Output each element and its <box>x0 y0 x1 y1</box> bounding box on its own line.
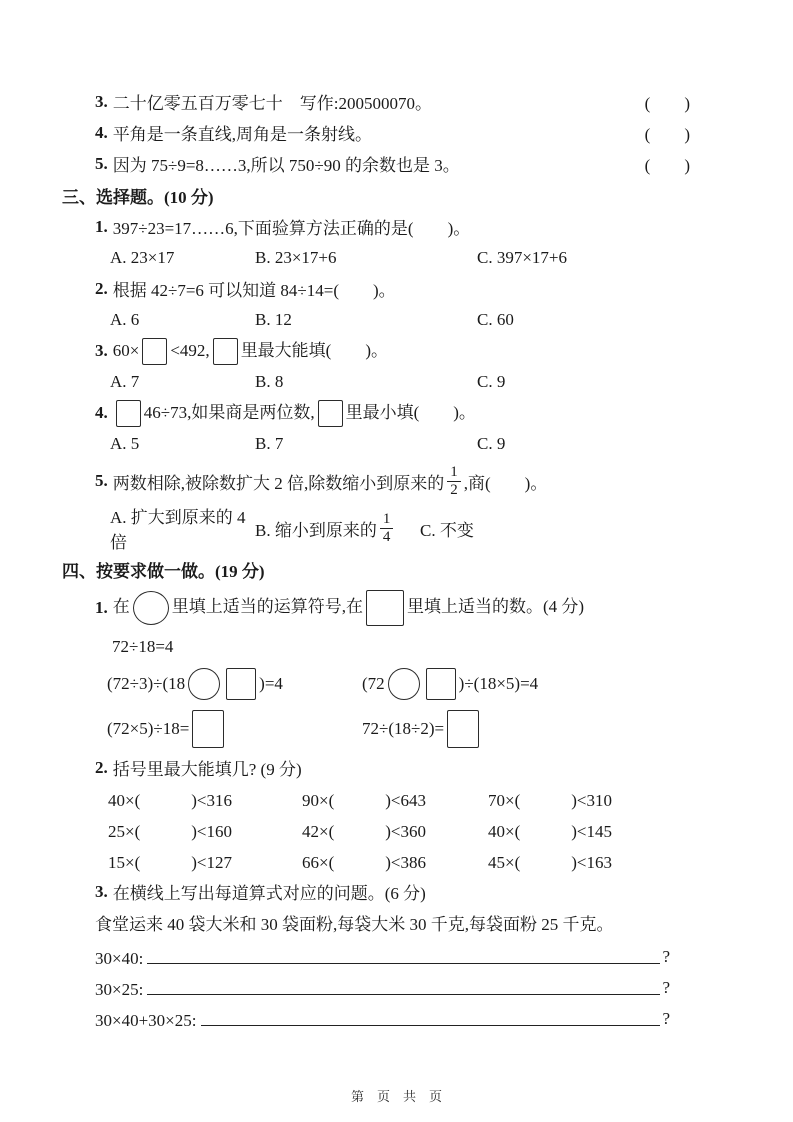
question-number: 5. <box>95 153 108 173</box>
option-c: C. 60 <box>477 309 514 329</box>
answer-bracket[interactable]: ( ) <box>644 125 690 144</box>
question-text: 397÷23=17……6,下面验算方法正确的是( )。 <box>112 219 471 238</box>
question-mark: ? <box>662 1009 670 1028</box>
choice-q2-stem <box>62 273 690 304</box>
inequality[interactable]: 15×( )<127 <box>108 853 232 872</box>
answer-box[interactable] <box>116 400 141 427</box>
section-title: 四、按要求做一做。(19 分) <box>62 561 265 581</box>
choice-q1-options <box>62 242 690 273</box>
fill-max-row-3 <box>62 845 690 876</box>
question-number: 5. <box>95 471 108 490</box>
equation: (72÷3)÷(18 )=4 <box>107 668 362 700</box>
write-question-row-3 <box>62 1000 690 1031</box>
answer-line[interactable] <box>147 962 660 964</box>
choice-q1-stem <box>62 211 690 242</box>
fill-max-row-1 <box>62 783 690 814</box>
equation: 72÷(18÷2)= <box>362 710 690 748</box>
option-a: A. 5 <box>110 433 140 453</box>
choice-q4-stem <box>62 397 690 428</box>
given-equation: 72÷18=4 <box>112 636 174 656</box>
answer-box[interactable] <box>226 668 256 700</box>
answer-box[interactable] <box>142 338 167 365</box>
answer-box[interactable] <box>426 668 456 700</box>
multiple-choice-section <box>62 179 690 553</box>
section-title: 三、选择题。(10 分) <box>62 187 214 207</box>
judge-statement: 因为 75÷9=8……3,所以 750÷90 的余数也是 3。 <box>112 156 460 175</box>
question-number: 3. <box>95 91 108 111</box>
true-false-section <box>62 86 690 179</box>
question-number: 4. <box>95 122 108 142</box>
do-as-required-section <box>62 553 690 1031</box>
equation-row-2 <box>62 706 690 752</box>
choice-q4-options <box>62 428 690 459</box>
question-number: 2. <box>95 278 108 298</box>
option-b: B. 23×17+6 <box>255 247 337 267</box>
question-text: 根据 42÷7=6 可以知道 84÷14=( )。 <box>112 281 396 300</box>
choice-q5-options <box>62 503 690 553</box>
judge-statement: 二十亿零五百万零七十 写作:200500070。 <box>112 94 432 113</box>
s4-q3-stem <box>62 876 690 907</box>
question-number: 2. <box>95 757 108 777</box>
worksheet-page <box>62 86 690 1031</box>
operator-circle[interactable] <box>133 591 169 625</box>
option-b: B. 12 <box>255 309 292 329</box>
judge-statement: 平角是一条直线,周角是一条射线。 <box>112 125 372 144</box>
question-mark: ? <box>662 947 670 966</box>
s4-q1-stem <box>62 585 690 631</box>
choice-q3-options <box>62 366 690 397</box>
option-c: C. 9 <box>477 433 506 453</box>
choice-q2-options <box>62 304 690 335</box>
equation: (72×5)÷18= <box>107 710 362 748</box>
operator-circle[interactable] <box>388 668 420 700</box>
question-number: 3. <box>95 881 108 901</box>
judge-item-4 <box>62 117 690 148</box>
fraction-one-quarter: $\frac{1}{4}$ <box>380 511 394 545</box>
option-a: A. 7 <box>110 371 140 391</box>
question-mark: ? <box>662 978 670 997</box>
option-b: B. 缩小到原来的 $\frac{1}{4}$ <box>255 511 420 545</box>
choice-q3-stem <box>62 335 690 366</box>
judge-item-5 <box>62 148 690 179</box>
answer-bracket[interactable]: ( ) <box>644 94 690 113</box>
question-text: 括号里最大能填几? (9 分) <box>112 760 302 779</box>
write-question-row-1 <box>62 938 690 969</box>
page-footer: 第 页 共 页 <box>350 1089 442 1104</box>
inequality[interactable]: 42×( )<360 <box>302 822 426 841</box>
answer-bracket[interactable]: ( ) <box>644 156 690 175</box>
question-text: ,商( )。 <box>463 473 548 493</box>
write-question-row-2 <box>62 969 690 1000</box>
answer-line[interactable] <box>201 1024 661 1026</box>
question-text: 46÷73,如果商是两位数, 里最小填( )。 <box>113 398 476 428</box>
option-c: C. 397×17+6 <box>477 247 568 267</box>
fraction-one-half: $\frac{1}{2}$ <box>447 464 461 498</box>
inequality[interactable]: 90×( )<643 <box>302 791 426 810</box>
question-text: 60× <492, 里最大能填( )。 <box>113 336 388 366</box>
option-c: C. 不变 <box>420 520 474 540</box>
equation: (72 )÷(18×5)=4 <box>362 668 690 700</box>
answer-box[interactable] <box>366 590 404 626</box>
answer-box[interactable] <box>213 338 238 365</box>
inequality[interactable]: 66×( )<386 <box>302 853 426 872</box>
option-c: C. 9 <box>477 371 506 391</box>
option-b: B. 8 <box>255 371 284 391</box>
expression-label: 30×40+30×25: <box>95 1011 197 1030</box>
inequality[interactable]: 70×( )<310 <box>488 791 612 810</box>
option-a: A. 23×17 <box>110 247 175 267</box>
s4-q2-stem <box>62 752 690 783</box>
operator-circle[interactable] <box>188 668 220 700</box>
inequality[interactable]: 25×( )<160 <box>108 822 232 841</box>
question-number: 1. <box>95 216 108 236</box>
question-text: 两数相除,被除数扩大 2 倍,除数缩小到原来的 <box>112 473 445 493</box>
answer-line[interactable] <box>147 993 660 995</box>
option-a: A. 6 <box>110 309 140 329</box>
question-number: 4. <box>95 402 108 422</box>
option-a: A. 扩大到原来的 4 倍 <box>110 508 246 552</box>
option-b: B. 7 <box>255 433 284 453</box>
question-text: 在 里填上适当的运算符号,在 里填上适当的数。(4 分) <box>113 590 584 626</box>
answer-box[interactable] <box>447 710 479 748</box>
question-text: 在横线上写出每道算式对应的问题。(6 分) <box>112 884 426 903</box>
equation-row-1 <box>62 662 690 706</box>
choice-q5-stem <box>62 459 690 503</box>
inequality[interactable]: 40×( )<145 <box>488 822 612 841</box>
inequality[interactable]: 40×( )<316 <box>108 791 232 810</box>
expression-label: 30×25: <box>95 980 144 999</box>
question-number: 3. <box>95 340 108 360</box>
judge-item-3 <box>62 86 690 117</box>
word-problem-context: 食堂运来 40 袋大米和 30 袋面粉,每袋大米 30 千克,每袋面粉 25 千克。 <box>95 915 614 934</box>
expression-label: 30×40: <box>95 949 144 968</box>
answer-box[interactable] <box>318 400 343 427</box>
question-number: 1. <box>95 598 108 617</box>
inequality[interactable]: 45×( )<163 <box>488 853 612 872</box>
fill-max-row-2 <box>62 814 690 845</box>
answer-box[interactable] <box>192 710 224 748</box>
